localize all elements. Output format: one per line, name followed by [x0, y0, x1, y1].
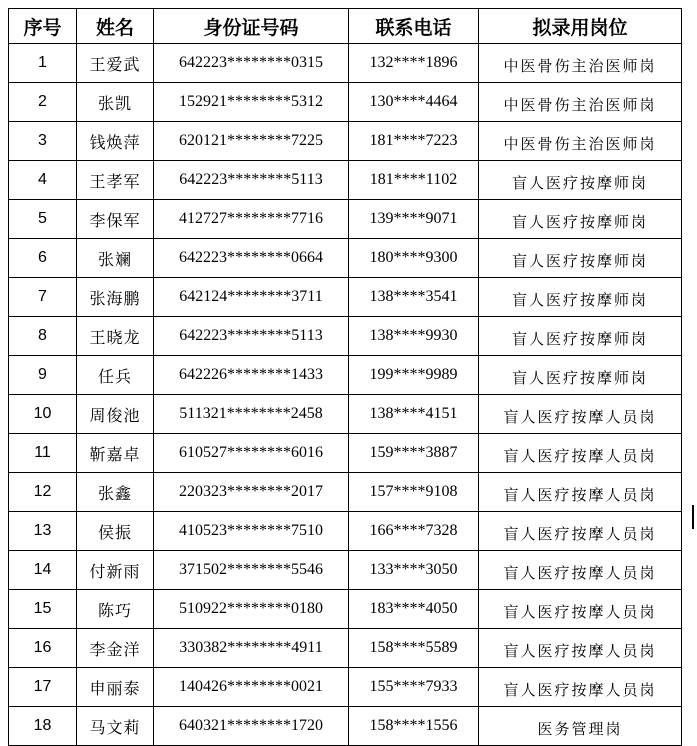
cell-id-number: 152921********5312	[154, 83, 349, 122]
cell-name: 张斓	[77, 239, 154, 278]
cell-post: 盲人医疗按摩师岗	[479, 317, 682, 356]
header-seq: 序号	[9, 9, 77, 44]
cell-phone: 159****3887	[349, 434, 479, 473]
cell-post: 盲人医疗按摩人员岗	[479, 590, 682, 629]
cell-phone: 130****4464	[349, 83, 479, 122]
cell-id-number: 642223********0315	[154, 44, 349, 83]
cell-post: 盲人医疗按摩师岗	[479, 356, 682, 395]
header-post: 拟录用岗位	[479, 9, 682, 44]
header-phone: 联系电话	[349, 9, 479, 44]
cell-id-number: 642223********5113	[154, 317, 349, 356]
cell-phone: 181****7223	[349, 122, 479, 161]
table-row	[9, 317, 682, 356]
cell-name: 张凯	[77, 83, 154, 122]
cell-id-number: 642124********3711	[154, 278, 349, 317]
table-row	[9, 668, 682, 707]
cell-phone: 166****7328	[349, 512, 479, 551]
cell-seq: 6	[9, 239, 77, 278]
cell-post: 盲人医疗按摩师岗	[479, 161, 682, 200]
cell-name: 任兵	[77, 356, 154, 395]
cell-name: 侯振	[77, 512, 154, 551]
cell-seq: 4	[9, 161, 77, 200]
table-row	[9, 278, 682, 317]
table-row	[9, 551, 682, 590]
cell-seq: 14	[9, 551, 77, 590]
cell-seq: 17	[9, 668, 77, 707]
cell-phone: 158****1556	[349, 707, 479, 746]
cell-post: 盲人医疗按摩师岗	[479, 239, 682, 278]
cell-phone: 180****9300	[349, 239, 479, 278]
cell-name: 王爱武	[77, 44, 154, 83]
cell-phone: 133****3050	[349, 551, 479, 590]
cell-name: 王晓龙	[77, 317, 154, 356]
table-row	[9, 512, 682, 551]
cell-id-number: 412727********7716	[154, 200, 349, 239]
table-row	[9, 356, 682, 395]
table-body	[9, 44, 682, 746]
cell-seq: 8	[9, 317, 77, 356]
cell-name: 张海鹏	[77, 278, 154, 317]
cell-id-number: 642226********1433	[154, 356, 349, 395]
cell-seq: 13	[9, 512, 77, 551]
cell-id-number: 330382********4911	[154, 629, 349, 668]
cell-name: 马文莉	[77, 707, 154, 746]
table-header-row	[9, 9, 682, 44]
cell-phone: 155****7933	[349, 668, 479, 707]
cell-seq: 3	[9, 122, 77, 161]
cell-id-number: 620121********7225	[154, 122, 349, 161]
cell-post: 中医骨伤主治医师岗	[479, 83, 682, 122]
cell-name: 付新雨	[77, 551, 154, 590]
cell-id-number: 220323********2017	[154, 473, 349, 512]
cell-name: 申丽泰	[77, 668, 154, 707]
cell-id-number: 640321********1720	[154, 707, 349, 746]
cell-post: 盲人医疗按摩人员岗	[479, 668, 682, 707]
cell-post: 盲人医疗按摩人员岗	[479, 473, 682, 512]
cell-name: 王孝军	[77, 161, 154, 200]
table-row	[9, 83, 682, 122]
cell-post: 盲人医疗按摩师岗	[479, 200, 682, 239]
cell-id-number: 642223********5113	[154, 161, 349, 200]
cell-phone: 183****4050	[349, 590, 479, 629]
cell-seq: 9	[9, 356, 77, 395]
table-row	[9, 629, 682, 668]
cell-phone: 158****5589	[349, 629, 479, 668]
cell-post: 盲人医疗按摩人员岗	[479, 395, 682, 434]
cell-name: 钱焕萍	[77, 122, 154, 161]
cell-seq: 16	[9, 629, 77, 668]
cell-phone: 132****1896	[349, 44, 479, 83]
table-row	[9, 473, 682, 512]
cell-phone: 181****1102	[349, 161, 479, 200]
table-row	[9, 590, 682, 629]
cell-id-number: 511321********2458	[154, 395, 349, 434]
table-row	[9, 200, 682, 239]
cell-id-number: 642223********0664	[154, 239, 349, 278]
cell-id-number: 410523********7510	[154, 512, 349, 551]
cell-phone: 199****9989	[349, 356, 479, 395]
hiring-list-table	[8, 8, 682, 746]
cell-phone: 157****9108	[349, 473, 479, 512]
cell-post: 盲人医疗按摩人员岗	[479, 434, 682, 473]
cell-seq: 11	[9, 434, 77, 473]
cell-post: 中医骨伤主治医师岗	[479, 122, 682, 161]
cell-post: 盲人医疗按摩人员岗	[479, 551, 682, 590]
cell-post: 盲人医疗按摩人员岗	[479, 512, 682, 551]
cell-post: 盲人医疗按摩师岗	[479, 278, 682, 317]
cell-id-number: 371502********5546	[154, 551, 349, 590]
cell-id-number: 610527********6016	[154, 434, 349, 473]
table-row	[9, 434, 682, 473]
header-id-number: 身份证号码	[154, 9, 349, 44]
cell-phone: 138****4151	[349, 395, 479, 434]
cell-post: 中医骨伤主治医师岗	[479, 44, 682, 83]
table-row	[9, 122, 682, 161]
cell-seq: 12	[9, 473, 77, 512]
table-row	[9, 395, 682, 434]
cell-name: 靳嘉卓	[77, 434, 154, 473]
table-row	[9, 239, 682, 278]
cell-name: 张鑫	[77, 473, 154, 512]
cell-name: 李保军	[77, 200, 154, 239]
cell-name: 陈巧	[77, 590, 154, 629]
cell-phone: 138****3541	[349, 278, 479, 317]
cell-phone: 138****9930	[349, 317, 479, 356]
document-table-container	[8, 8, 689, 738]
cell-seq: 18	[9, 707, 77, 746]
cell-id-number: 140426********0021	[154, 668, 349, 707]
cell-seq: 7	[9, 278, 77, 317]
table-row	[9, 44, 682, 83]
cell-id-number: 510922********0180	[154, 590, 349, 629]
table-row	[9, 707, 682, 746]
header-name: 姓名	[77, 9, 154, 44]
cell-post: 医务管理岗	[479, 707, 682, 746]
cell-seq: 15	[9, 590, 77, 629]
cell-seq: 5	[9, 200, 77, 239]
cell-seq: 2	[9, 83, 77, 122]
cell-name: 李金洋	[77, 629, 154, 668]
margin-mark	[692, 505, 694, 529]
cell-post: 盲人医疗按摩人员岗	[479, 629, 682, 668]
cell-phone: 139****9071	[349, 200, 479, 239]
cell-name: 周俊池	[77, 395, 154, 434]
cell-seq: 10	[9, 395, 77, 434]
table-row	[9, 161, 682, 200]
cell-seq: 1	[9, 44, 77, 83]
